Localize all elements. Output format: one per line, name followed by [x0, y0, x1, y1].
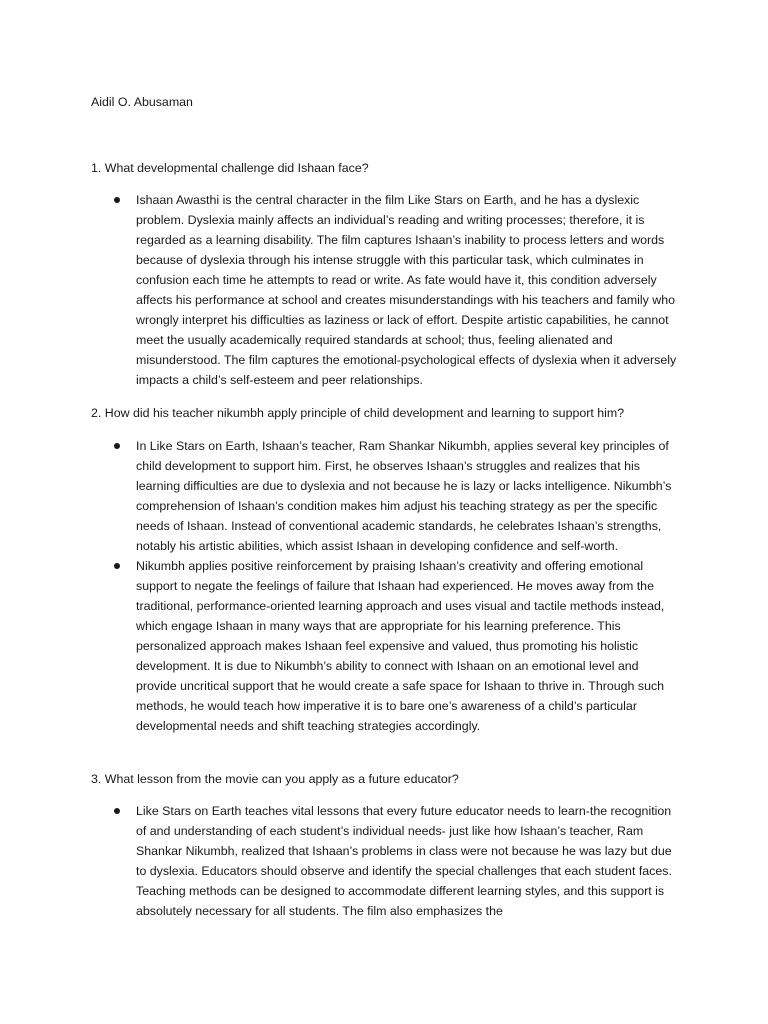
answer-text: Nikumbh applies positive reinforcement by praising Ishaan’s creativity and offering emotional support to negate the feelings of failure that Ishaan had experienced. He moves away from the traditional, performance-oriented learning approach and uses visual and tactile methods instead, which engage Ishaan in many ways that are appropriate for his learning preference. This personalized approach makes Ishaan feel expensive and valued, thus promoting his holistic development. It is due to Nikumbh’s ability to connect with Ishaan on an emotional level and provide uncritical support that he would create a safe space for Ishaan to thrive in. Through such methods, he would teach how imperative it is to bare one’s awareness of a child’s particular developmental needs and shift teaching strategies accordingly. [136, 559, 665, 733]
list-item [0, 190, 768, 390]
list-item [0, 436, 768, 556]
answer-list-1 [0, 190, 768, 390]
answer-text: In Like Stars on Earth, Ishaan’s teacher, Ram Shankar Nikumbh, applies several key principles of child development to support him. First, he observes Ishaan’s struggles and realizes that his learning difficulties are due to dyslexia and not because he is lazy or lacks intelligence. Nikumbh’s comprehension of Ishaan’s condition makes him adjust his teaching strategy as per the specific needs of Ishaan. Instead of conventional academic standards, he celebrates Ishaan’s strengths, notably his artistic abilities, which assist Ishaan in developing confidence and self-worth. [136, 439, 672, 553]
question-2: 2. How did his teacher nikumbh apply principle of child development and learning to support him? [91, 406, 625, 420]
answer-list-3 [0, 801, 768, 921]
list-item [0, 801, 768, 921]
question-3: 3. What lesson from the movie can you apply as a future educator? [91, 772, 459, 786]
question-1: 1. What developmental challenge did Ishaan face? [91, 161, 369, 175]
list-item [0, 556, 768, 736]
answer-text: Like Stars on Earth teaches vital lessons that every future educator needs to learn-the recognition of and understanding of each student’s individual needs- just like how Ishaan’s teacher, Ram Shankar Nikumbh, realized that Ishaan’s problems in class were not because he was lazy but due to dyslexia. Educators should observe and identify the special challenges that each student faces. Teaching methods can be designed to accommodate different learning styles, and this support is absolutely necessary for all students. The film also emphasizes the [136, 804, 672, 918]
author-name: Aidil O. Abusaman [91, 95, 193, 109]
bullet-dot-icon [114, 563, 120, 569]
answer-text: Ishaan Awasthi is the central character in the film Like Stars on Earth, and he has a dyslexic problem. Dyslexia mainly affects an individual’s reading and writing processes; therefore, it is regarded as a learning disability. The film captures Ishaan’s inability to process letters and words because of dyslexia through his intense struggle with this particular task, which culminates in confusion each time he attempts to read or write. As fate would have it, this condition adversely affects his performance at school and creates misunderstandings with his teachers and family who wrongly interpret his difficulties as laziness or lack of effort. Despite artistic capabilities, he cannot meet the usually academically required standards at school; thus, feeling alienated and misunderstood. The film captures the emotional-psychological effects of dyslexia when it adversely impacts a child’s self-esteem and peer relationships. [136, 193, 677, 387]
answer-list-2 [0, 436, 768, 736]
bullet-dot-icon [114, 808, 120, 814]
bullet-dot-icon [114, 197, 120, 203]
bullet-dot-icon [114, 443, 120, 449]
